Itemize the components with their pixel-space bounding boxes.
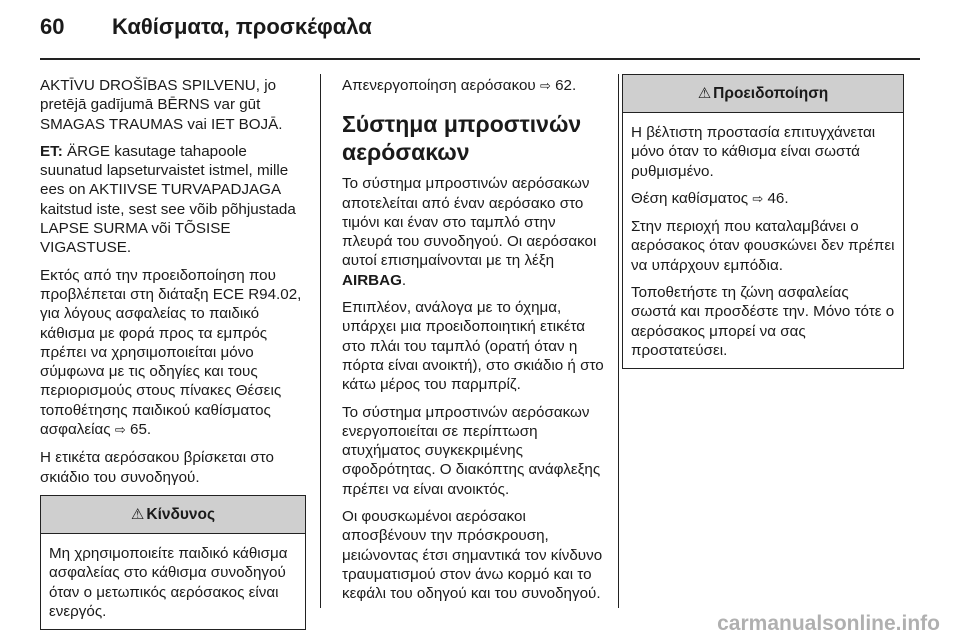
danger-box-text: Μη χρησιμοποιείτε παιδικό κάθισμα ασφαλείας στο κάθισμα συνοδηγού όταν ο μετωπικός αερόσακος είναι ενεργός. xyxy=(49,544,288,620)
warning-box xyxy=(622,74,904,369)
sentence-end: . xyxy=(401,271,407,289)
warning-paragraph-3: Στην περιοχή που καταλαμβάνει ο αερόσακος όταν φουσκώνει δεν πρέπει να υπάρχουν εμπόδια. xyxy=(631,218,895,274)
warning-paragraph-4: Τοποθετήστε τη ζώνη ασφαλείας σωστά και προσδέστε την. Μόνο τότε ο αερόσακος μπορεί να σας προστατεύσει. xyxy=(631,284,895,359)
warning-box-body xyxy=(623,113,903,368)
paragraph-latvian-warning: AKTĪVU DROŠĪBAS SPILVENU, jo pretējā gadījumā BĒRNS var gūt SMAGAS TRAUMAS vai IET BOJĀ. xyxy=(40,77,283,133)
header-rule xyxy=(40,58,920,60)
page-reference[interactable]: 46. xyxy=(767,189,789,207)
ece-text: Εκτός από την προειδοποίηση που προβλέπεται στη διάταξη ECE R94.02, για λόγους ασφαλείας το παιδικό κάθισμα με φορά προς τα εμπρός πρέπει να χρησιμοποιείται μόνο σύμφωνα με τις οδηγίες και τους περιορισμούς στους πίνακες Θέσεις τοποθέτησης παιδικού καθίσματος ασφαλείας xyxy=(40,266,302,439)
paragraph-airbag-deactivation xyxy=(342,76,608,96)
paragraph-airbag-label: Η ετικέτα αερόσακου βρίσκεται στο σκιάδιο του συνοδηγού. xyxy=(40,449,274,486)
warning-triangle-icon: ⚠ xyxy=(697,84,712,102)
paragraph-estonian-warning xyxy=(40,142,306,258)
page-reference-arrow-icon: ⇨ xyxy=(539,79,551,94)
column-divider-2 xyxy=(618,74,619,608)
danger-box xyxy=(40,495,306,630)
watermark: carmanualsonline.info xyxy=(717,612,940,635)
warning-box-title: Προειδοποίηση xyxy=(713,85,829,102)
danger-box-title: Κίνδυνος xyxy=(146,505,216,523)
warning-box-header xyxy=(623,75,903,113)
column-1 xyxy=(40,76,306,630)
page-reference[interactable]: 62. xyxy=(555,77,577,94)
page-number: 60 xyxy=(40,14,65,39)
danger-box-header xyxy=(41,496,305,534)
page-reference[interactable]: 65. xyxy=(130,421,152,439)
column-2 xyxy=(342,76,608,612)
section-heading: Σύστημα μπροστινών αερόσακων xyxy=(342,111,582,166)
column-3 xyxy=(622,76,904,369)
system-description-text: Το σύστημα μπροστινών αερόσακων αποτελείται από έναν αερόσακο στο τιμόνι και έναν στο ταμπλό στην πλευρά του συνοδηγού. Οι αερόσακοι αυτοί επισημαίνονται με τη λέξη xyxy=(342,175,597,270)
danger-box-body xyxy=(41,534,305,629)
paragraph-warning-label-locations: Επιπλέον, ανάλογα με το όχημα, υπάρχει μια προειδοποιητική ετικέτα στο πλάι του ταμπλό (ορατή όταν η πόρτα είναι ανοικτή), στο σκιάδιο ή στο κάτω μέρος του παρμπρίζ. xyxy=(342,299,604,394)
page-reference-arrow-icon: ⇨ xyxy=(114,423,126,439)
paragraph-inflated-airbags: Οι φουσκωμένοι αερόσακοι αποσβένουν την πρόσκρουση, μειώνοντας έτσι σημαντικά τον κίνδυνο τραυματισμού στον άνω κορμό και το κεφάλι του οδηγού και του συνοδηγού. xyxy=(342,508,603,603)
warning-triangle-icon: ⚠ xyxy=(130,504,145,523)
paragraph-activation: Το σύστημα μπροστινών αερόσακων ενεργοποιείται σε περίπτωση ατυχήματος συγκεκριμένης σφοδρότητας. Ο διακόπτης ανάφλεξης πρέπει να είναι ανοικτός. xyxy=(342,403,601,498)
page-reference-arrow-icon: ⇨ xyxy=(752,191,764,207)
estonian-text: ÄRGE kasutage tahapoole suunatud lapseturvaistet istmel, mille ees on AKTIIVSE TURVAPADJAGA kaitstud iste, sest see võib põhjustada LAPSE SURMA või TÕSISE VIGASTUSE. xyxy=(40,142,296,257)
language-code-et: ET: xyxy=(40,142,63,160)
paragraph-ece-warning xyxy=(40,266,306,441)
warning-paragraph-2 xyxy=(631,189,895,209)
airbag-term: AIRBAG xyxy=(342,271,402,289)
column-divider-1 xyxy=(320,74,321,608)
deactivation-text: Απενεργοποίηση αερόσακου xyxy=(342,77,536,94)
paragraph-system-description xyxy=(342,174,608,290)
page-title: Καθίσματα, προσκέφαλα xyxy=(112,14,372,39)
seat-position-text: Θέση καθίσματος xyxy=(631,189,749,207)
warning-paragraph-1: Η βέλτιστη προστασία επιτυγχάνεται μόνο όταν το κάθισμα είναι σωστά ρυθμισμένο. xyxy=(631,124,876,180)
